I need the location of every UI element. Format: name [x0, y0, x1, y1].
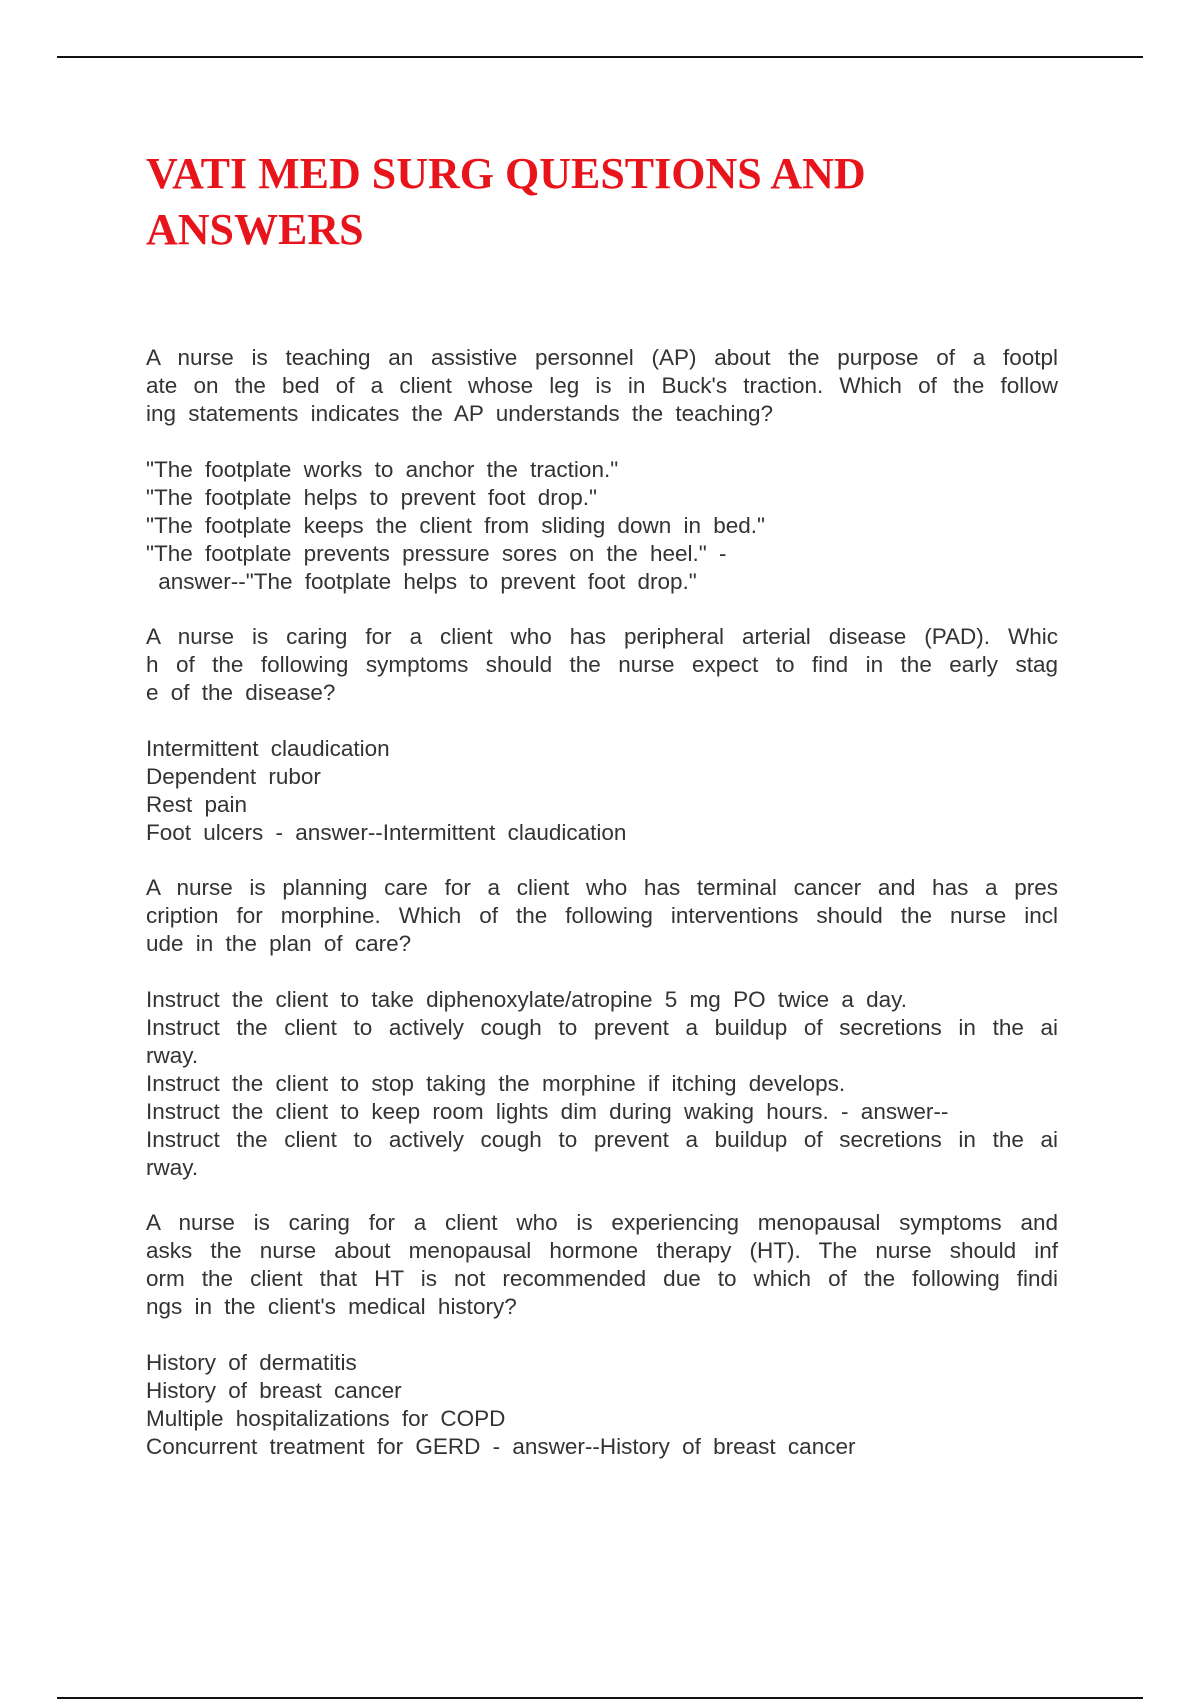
footer-rule [57, 1697, 1143, 1699]
document-body [146, 146, 1058, 1488]
qa-list [146, 344, 1058, 1461]
qa-item [146, 623, 1058, 847]
question-line: asks the nurse about menopausal hormone therapy (HT). The nurse should inf [146, 1238, 1058, 1263]
question-line: h of the following symptoms should the nurse expect to find in the early stag [146, 652, 1058, 677]
option-line: Multiple hospitalizations for COPD [146, 1406, 506, 1431]
document-title [146, 146, 1058, 258]
option-line: Instruct the client to keep room lights dim during waking hours. - answer-- [146, 1099, 949, 1124]
answer-line: Instruct the client to actively cough to prevent a buildup of secretions in the ai [146, 1127, 1058, 1152]
question-line: e of the disease? [146, 680, 336, 705]
question-line: A nurse is planning care for a client who has terminal cancer and has a pres [146, 875, 1058, 900]
answer-line: Foot ulcers - answer--Intermittent claudication [146, 820, 627, 845]
qa-item [146, 874, 1058, 1182]
option-line: rway. [146, 1043, 199, 1068]
question-line: ngs in the client's medical history? [146, 1294, 517, 1319]
option-line: History of dermatitis [146, 1350, 357, 1375]
option-line: Instruct the client to stop taking the morphine if itching develops. [146, 1071, 846, 1096]
question-line: A nurse is caring for a client who is experiencing menopausal symptoms and [146, 1210, 1058, 1235]
qa-item [146, 1209, 1058, 1461]
question-line: ude in the plan of care? [146, 931, 412, 956]
answer-line: answer--"The footplate helps to prevent foot drop." [146, 569, 697, 594]
option-line: Intermittent claudication [146, 736, 390, 761]
question-line: A nurse is caring for a client who has peripheral arterial disease (PAD). Whic [146, 624, 1058, 649]
answer-line: rway. [146, 1155, 199, 1180]
option-line: History of breast cancer [146, 1378, 402, 1403]
header-rule [57, 56, 1143, 58]
qa-item [146, 344, 1058, 596]
option-line: "The footplate keeps the client from sliding down in bed." [146, 513, 766, 538]
option-line: Instruct the client to actively cough to prevent a buildup of secretions in the ai [146, 1015, 1058, 1040]
question-line: cription for morphine. Which of the following interventions should the nurse incl [146, 903, 1058, 928]
title-line: VATI MED SURG QUESTIONS AND [146, 149, 866, 198]
option-line: Rest pain [146, 792, 248, 817]
question-line: A nurse is teaching an assistive personnel (AP) about the purpose of a footpl [146, 345, 1058, 370]
option-line: "The footplate helps to prevent foot drop." [146, 485, 597, 510]
question-line: ing statements indicates the AP understands the teaching? [146, 401, 773, 426]
question-line: ate on the bed of a client whose leg is in Buck's traction. Which of the follow [146, 373, 1058, 398]
title-line: ANSWERS [146, 205, 364, 254]
answer-line: Concurrent treatment for GERD - answer--History of breast cancer [146, 1434, 856, 1459]
option-line: Dependent rubor [146, 764, 321, 789]
question-line: orm the client that HT is not recommended due to which of the following findi [146, 1266, 1058, 1291]
option-line: Instruct the client to take diphenoxylate/atropine 5 mg PO twice a day. [146, 987, 907, 1012]
option-line: "The footplate works to anchor the traction." [146, 457, 619, 482]
option-line: "The footplate prevents pressure sores on the heel." - [146, 541, 727, 566]
